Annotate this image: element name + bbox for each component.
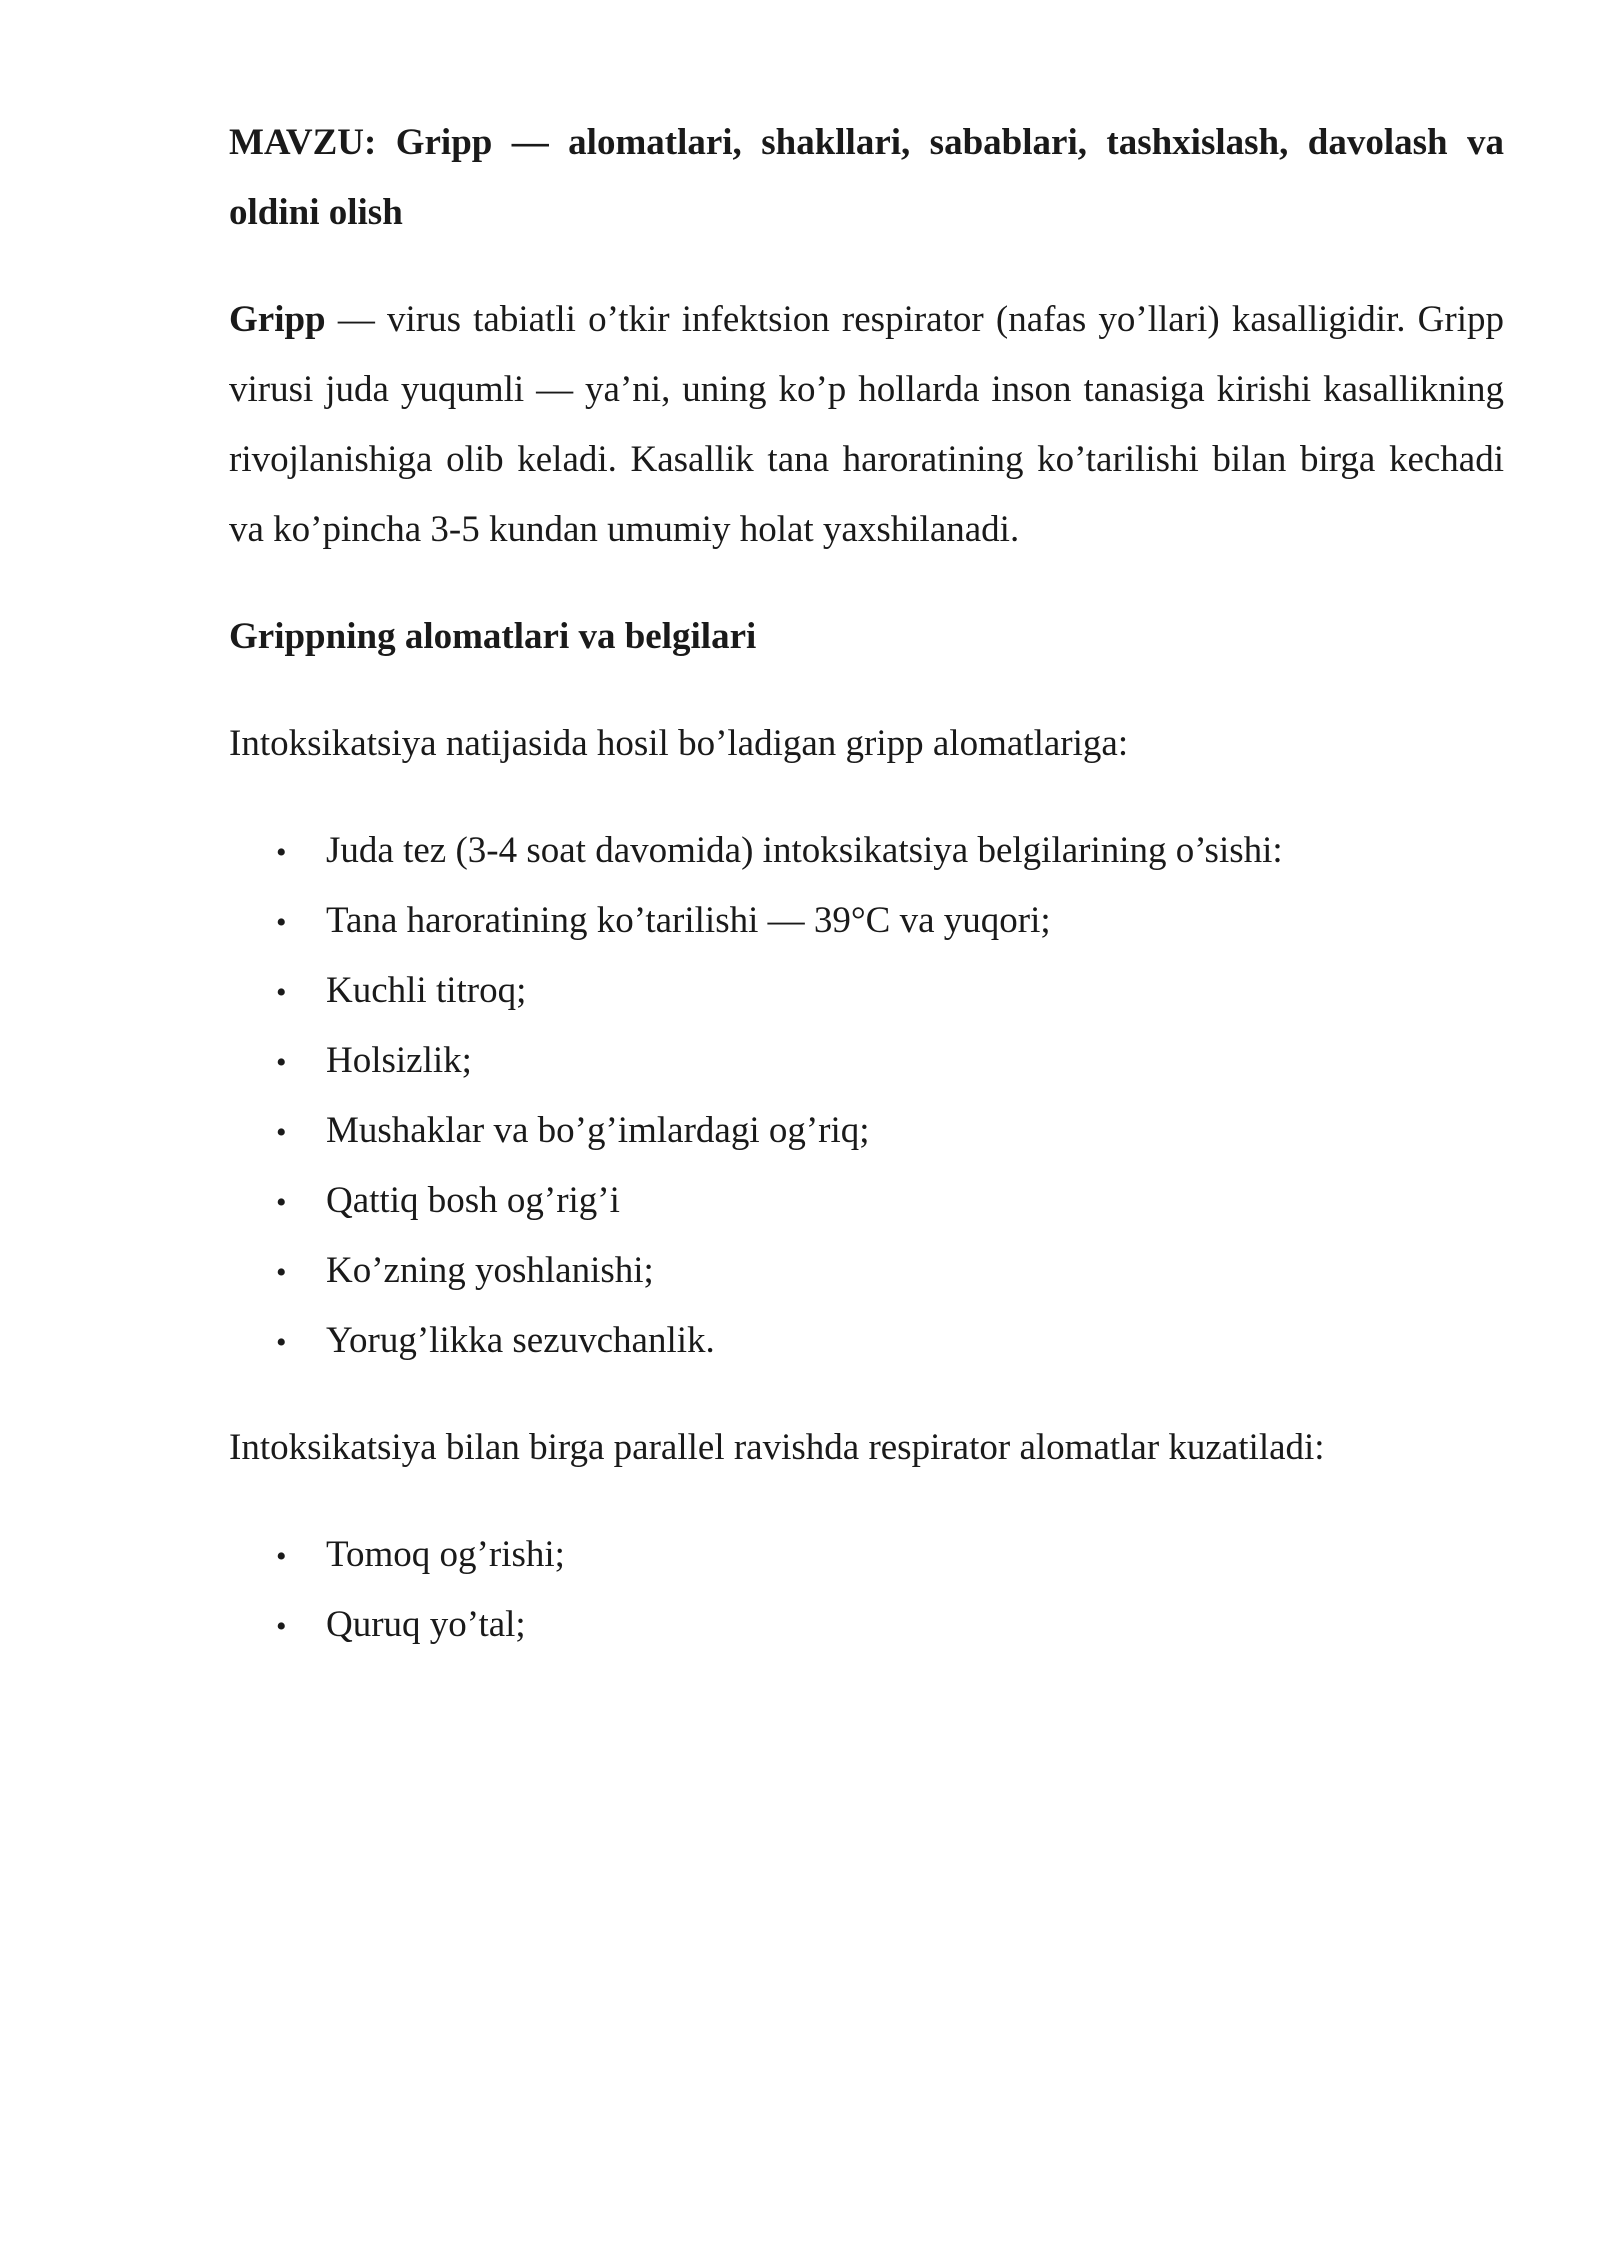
list-item — [229, 816, 1504, 886]
bullet-icon: • — [276, 1540, 287, 1573]
bullet-icon: • — [276, 1326, 287, 1359]
bullet-icon: • — [276, 1610, 287, 1643]
list-item — [229, 1520, 1504, 1590]
list-item-text: Qattiq bosh og’rig’i — [326, 1180, 620, 1221]
intro-text: — virus tabiatli o’tkir infektsion respirator (nafas yo’llari) kasalligidir. Gripp virusi juda yuqumli — ya’ni, uning ko’p hollarda inson tanasiga kirishi kasallikning rivojlanishiga olib keladi. Kasallik tana haroratining ko’tarilishi bilan birga kechadi va ko’pincha 3-5 kundan umumiy holat yaxshilanadi. — [229, 299, 1504, 550]
bullet-icon: • — [276, 976, 287, 1009]
bullet-icon: • — [276, 1256, 287, 1289]
list-item — [229, 956, 1504, 1026]
list-item — [229, 886, 1504, 956]
bullet-icon: • — [276, 1116, 287, 1149]
list-item-text: Yorug’likka sezuvchanlik. — [326, 1320, 715, 1361]
list-item-text: Ko’zning yoshlanishi; — [326, 1250, 654, 1291]
list-item-text: Tomoq og’rishi; — [326, 1534, 565, 1575]
list-item — [229, 1166, 1504, 1236]
list-item — [229, 1096, 1504, 1166]
list-item-text: Mushaklar va bo’g’imlardagi og’riq; — [326, 1110, 870, 1151]
intro-term: Gripp — [229, 299, 326, 340]
bullet-icon: • — [276, 1186, 287, 1219]
list-item-text: Juda tez (3-4 soat davomida) intoksikatsiya belgilarining o’sishi: — [326, 830, 1283, 871]
intoxication-list — [229, 816, 1504, 1376]
document-page — [229, 108, 1504, 1697]
document-title: MAVZU: Gripp — alomatlari, shakllari, sabablari, tashxislash, davolash va oldini olish — [229, 122, 1504, 233]
list-item — [229, 1026, 1504, 1096]
bullet-icon: • — [276, 1046, 287, 1079]
section-heading: Grippning alomatlari va belgilari — [229, 616, 757, 657]
list-item-text: Tana haroratining ko’tarilishi — 39°C va yuqori; — [326, 900, 1051, 941]
list-item-text: Kuchli titroq; — [326, 970, 527, 1011]
list-item-text: Holsizlik; — [326, 1040, 472, 1081]
list-item — [229, 1590, 1504, 1660]
intoxication-lead: Intoksikatsiya natijasida hosil bo’ladigan gripp alomatlariga: — [229, 723, 1129, 764]
list-item — [229, 1236, 1504, 1306]
list-item — [229, 1306, 1504, 1376]
bullet-icon: • — [276, 906, 287, 939]
intro-paragraph — [229, 285, 1504, 565]
respiratory-list — [229, 1520, 1504, 1660]
bullet-icon: • — [276, 836, 287, 869]
list-item-text: Quruq yo’tal; — [326, 1604, 526, 1645]
respiratory-lead: Intoksikatsiya bilan birga parallel ravishda respirator alomatlar kuzatiladi: — [229, 1427, 1325, 1468]
